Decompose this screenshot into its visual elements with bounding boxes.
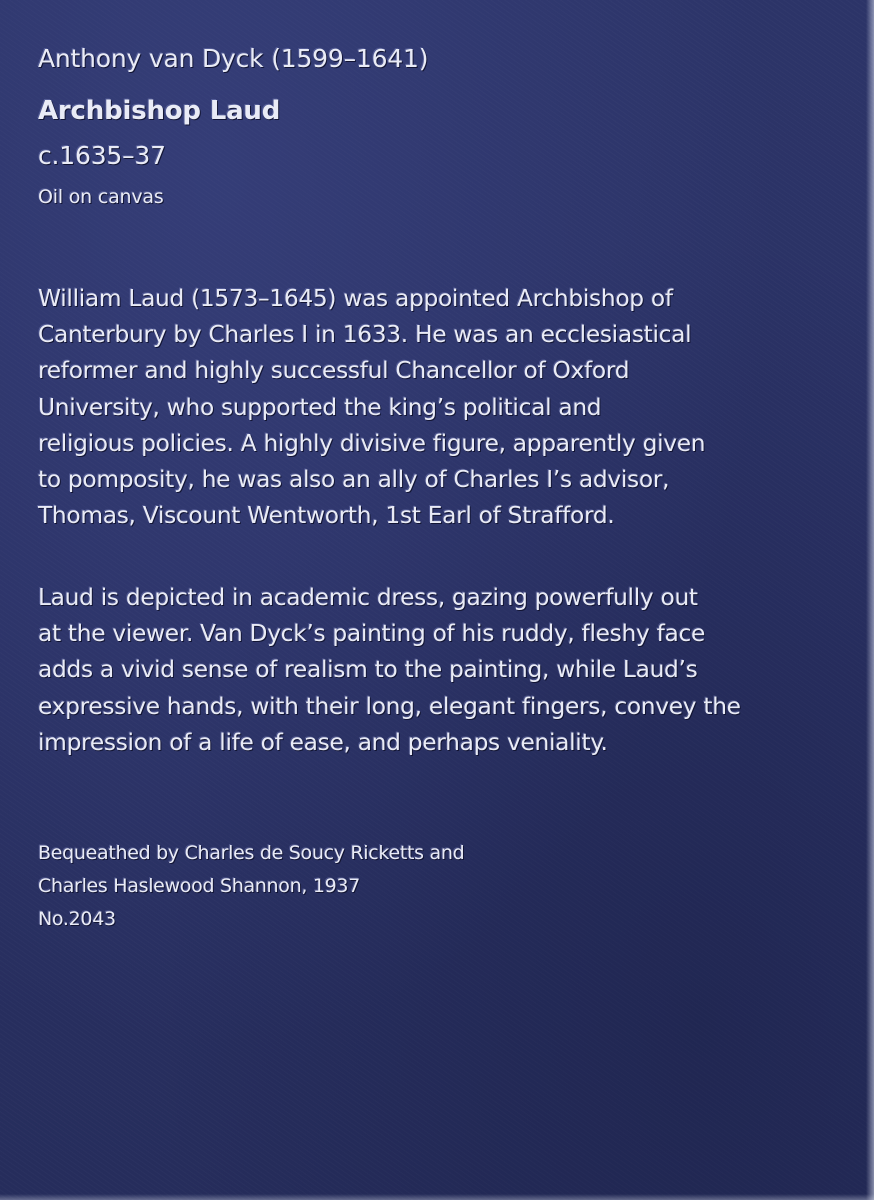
- artwork-date: c.1635–37: [38, 141, 166, 170]
- credit-bequest: Bequeathed by Charles de Soucy Ricketts and: [38, 842, 465, 864]
- description-line: adds a vivid sense of realism to the painting, while Laud’s: [38, 656, 698, 684]
- description-line: University, who supported the king’s political and: [38, 393, 602, 421]
- description-line: William Laud (1573–1645) was appointed Archbishop of: [38, 285, 673, 312]
- accession-number: No.2043: [38, 908, 116, 930]
- description-line: impression of a life of ease, and perhaps veniality.: [38, 728, 608, 756]
- description-line: religious policies. A highly divisive figure, apparently given: [38, 429, 706, 457]
- description-line: Laud is depicted in academic dress, gazing powerfully out: [38, 584, 698, 611]
- description-line: reformer and highly successful Chancellor of Oxford: [38, 357, 630, 385]
- description-paragraph-2: [38, 580, 741, 761]
- description-line: at the viewer. Van Dyck’s painting of his ruddy, fleshy face: [38, 620, 705, 648]
- credit-bequest-cont: Charles Haslewood Shannon, 1937: [38, 875, 360, 897]
- artwork-medium: Oil on canvas: [38, 186, 164, 208]
- description-line: Thomas, Viscount Wentworth, 1st Earl of Strafford.: [38, 502, 615, 530]
- description-paragraph-1: [38, 281, 705, 534]
- artist-name: Anthony van Dyck (1599–1641): [38, 44, 429, 73]
- artwork-title: Archbishop Laud: [38, 96, 281, 126]
- description-line: Canterbury by Charles I in 1633. He was an ecclesiastical: [38, 321, 692, 349]
- description-line: to pomposity, he was also an ally of Charles I’s advisor,: [38, 466, 670, 494]
- plaque-right-edge: [866, 0, 874, 1200]
- credit-line: [38, 837, 464, 936]
- description-line: expressive hands, with their long, elegant fingers, convey the: [38, 692, 741, 720]
- plaque-bottom-edge: [0, 1194, 874, 1200]
